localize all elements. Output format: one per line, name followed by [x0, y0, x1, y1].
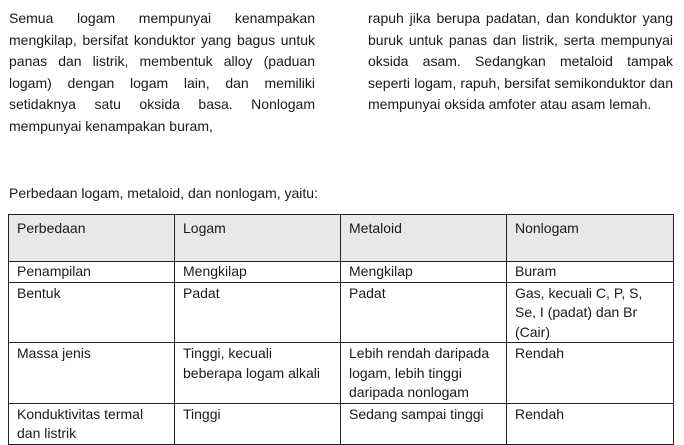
- table-header-row: [9, 215, 674, 262]
- table-row: [9, 282, 674, 343]
- table-cell: Massa jenis: [9, 343, 175, 404]
- header-cell-nonlogam: Nonlogam: [507, 215, 674, 262]
- table-cell: Tinggi, kecuali beberapa logam alkali: [175, 343, 341, 404]
- table-cell: Rendah: [507, 403, 674, 444]
- table-row: [9, 262, 674, 283]
- table-cell: Mengkilap: [341, 262, 507, 283]
- paragraph-right-column: rapuh jika berupa padatan, dan konduktor yang buruk untuk panas dan listrik, serta mempunyai oksida asam. Sedangkan metaloid tampak seperti logam, rapuh, bersifat semikonduktor dan mempunyai oksida amfoter atau asam lemah.: [368, 10, 673, 112]
- table-intro-text: Perbedaan logam, metaloid, dan nonlogam, yaitu:: [9, 185, 318, 201]
- header-cell-metaloid: Metaloid: [341, 215, 507, 262]
- comparison-table: [8, 214, 674, 445]
- header-cell-perbedaan: Perbedaan: [9, 215, 175, 262]
- table-cell: Gas, kecuali C, P, S, Se, I (padat) dan Br (Cair): [507, 282, 674, 343]
- table-cell: Lebih rendah daripada logam, lebih tinggi daripada nonlogam: [341, 343, 507, 404]
- table-cell: Buram: [507, 262, 674, 283]
- table-row: [9, 403, 674, 444]
- table-cell: Sedang sampai tinggi: [341, 403, 507, 444]
- table-cell: Tinggi: [175, 403, 341, 444]
- table-cell: Konduktivitas termal dan listrik: [9, 403, 175, 444]
- table-cell: Penampilan: [9, 262, 175, 283]
- table-cell: Padat: [175, 282, 341, 343]
- table-row: [9, 343, 674, 404]
- table-cell: Mengkilap: [175, 262, 341, 283]
- table-cell: Rendah: [507, 343, 674, 404]
- table-cell: Bentuk: [9, 282, 175, 343]
- header-cell-logam: Logam: [175, 215, 341, 262]
- paragraph-left-column: Semua logam mempunyai kenampakan mengkilap, bersifat konduktor yang bagus untuk panas dan listrik, membentuk alloy (paduan logam) dengan logam lain, dan memiliki setidaknya satu oksida basa. Nonlogam mempunyai kenampakan buram,: [9, 10, 315, 134]
- table-cell: Padat: [341, 282, 507, 343]
